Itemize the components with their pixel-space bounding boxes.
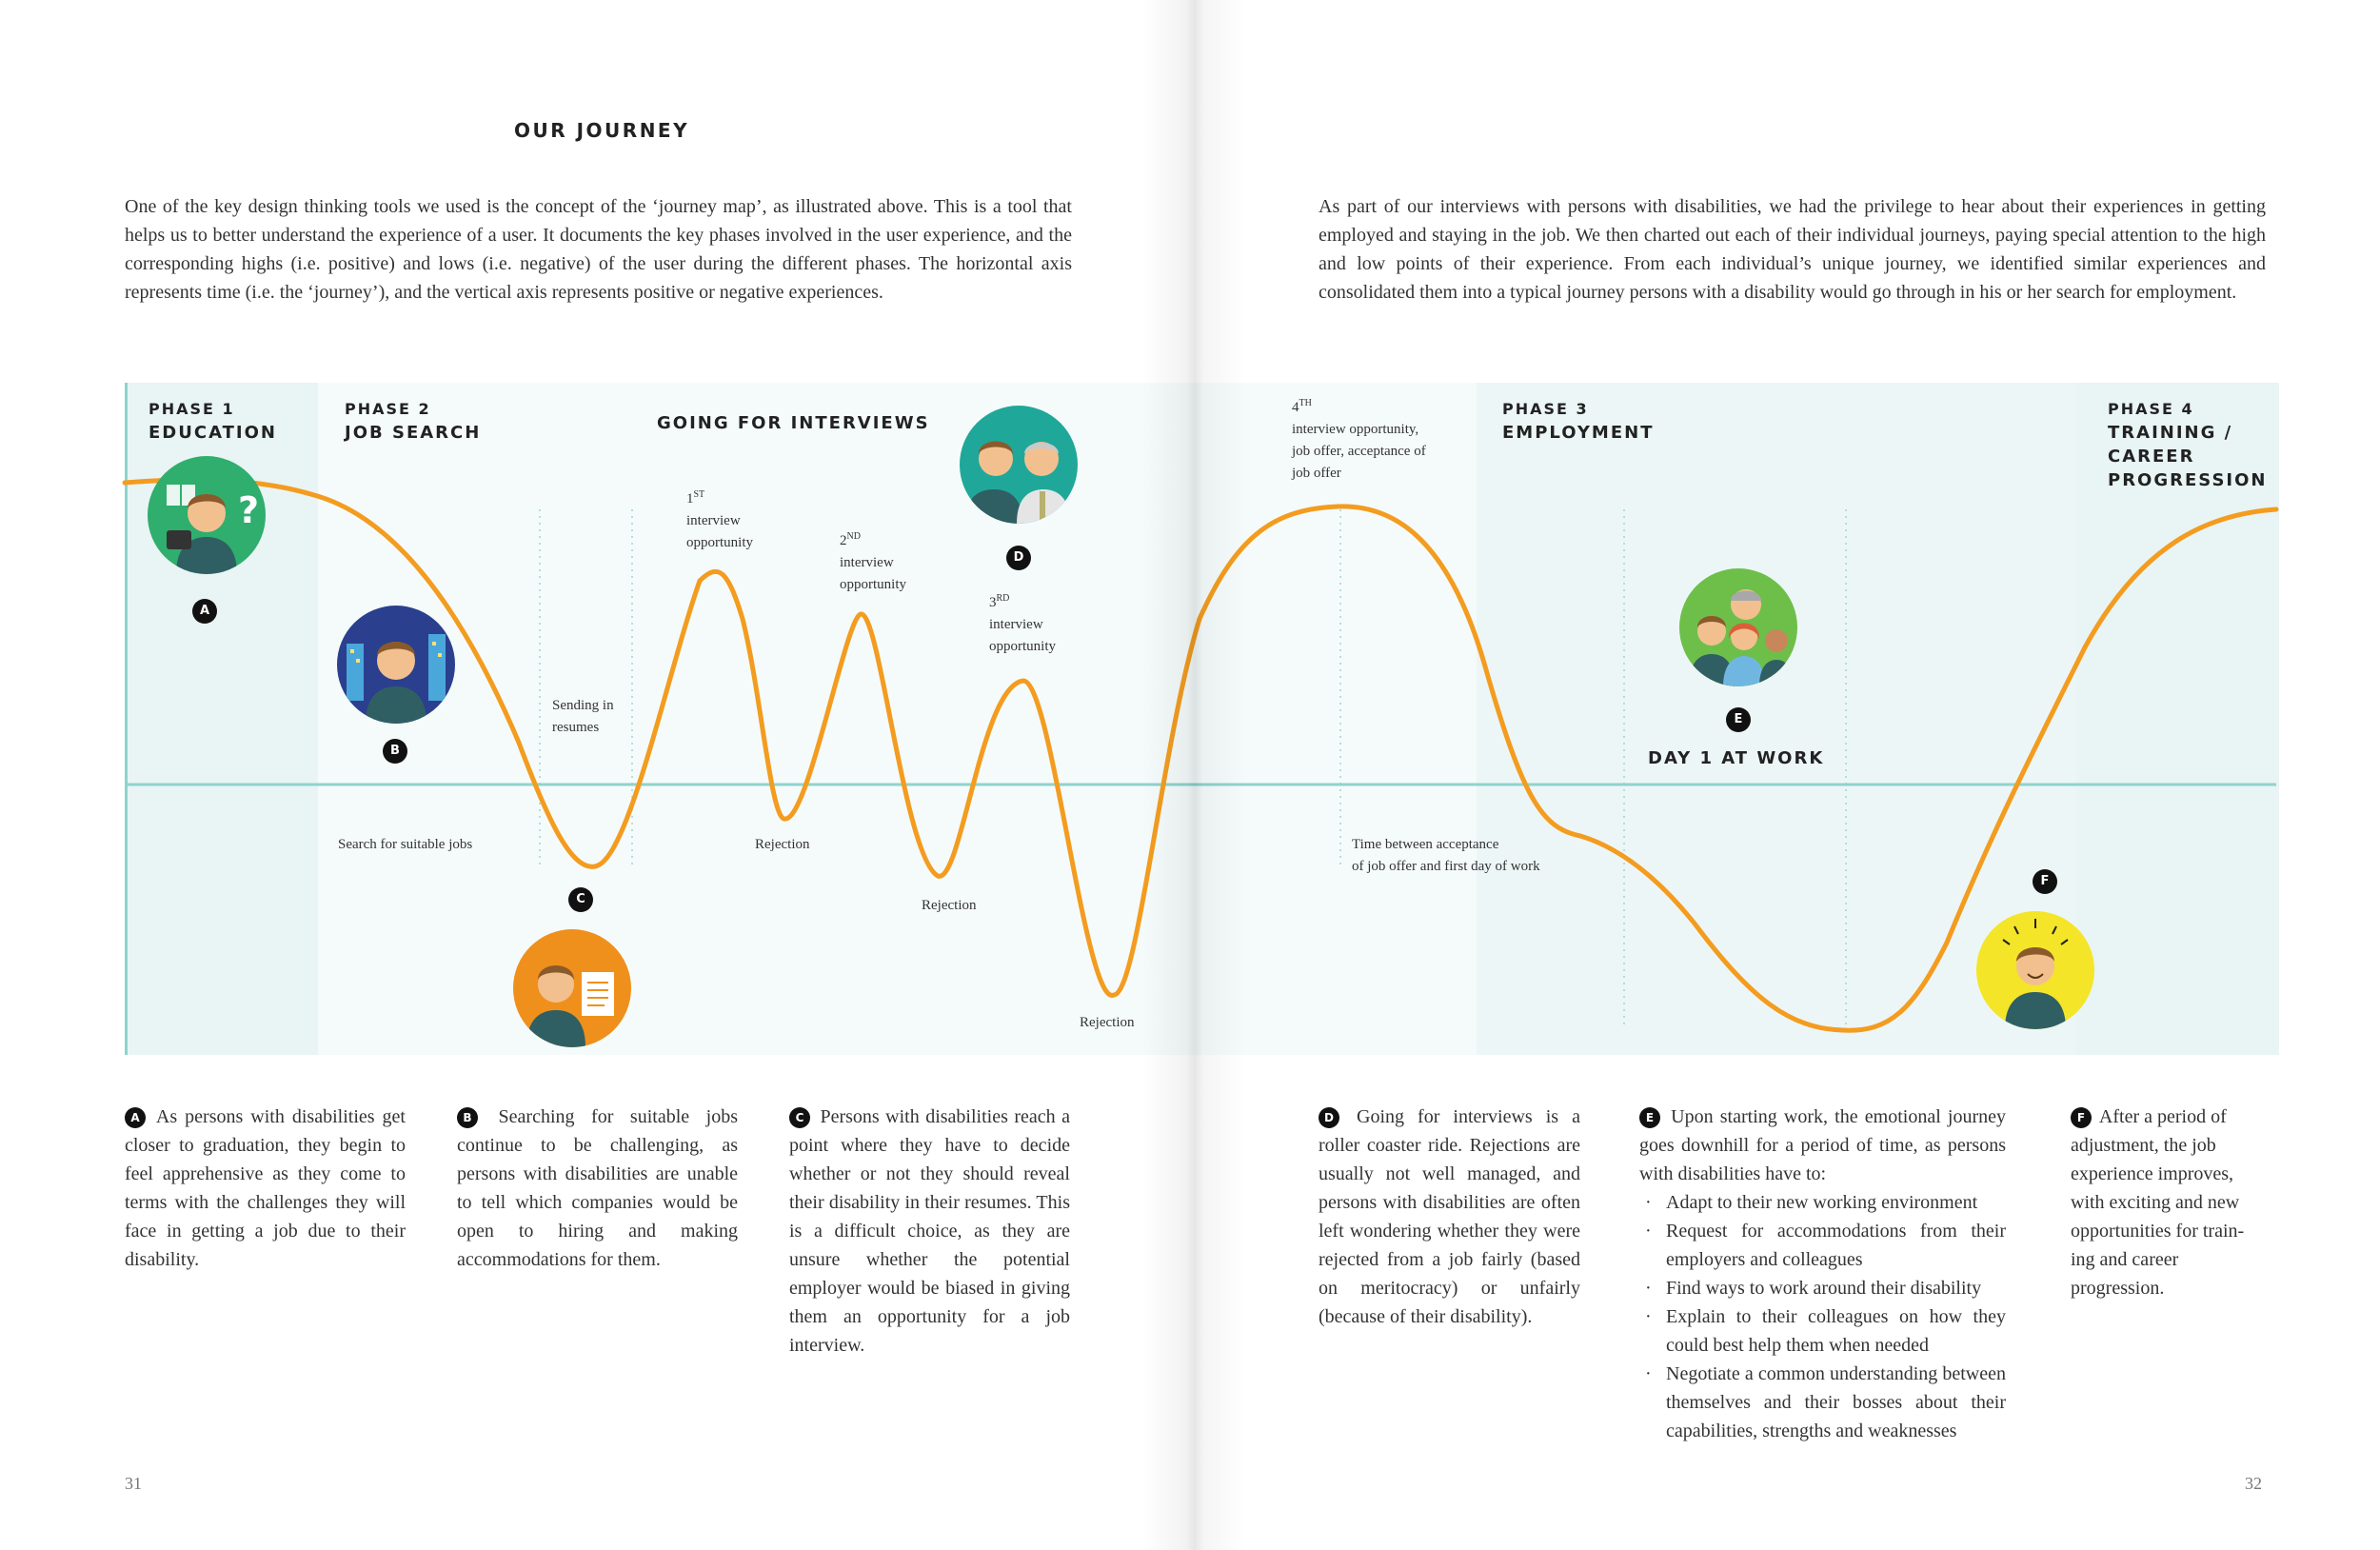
description-d [1319, 1103, 1580, 1331]
badge-d: D [1006, 546, 1031, 570]
description-e-intro: Upon starting work, the emotional journey goes downhill for a period of time, as persons with disabilities have to: [1639, 1106, 2007, 1184]
description-e-list [1639, 1188, 2006, 1445]
phase-4-number: PHASE 4 [2108, 400, 2194, 418]
description-d-text: Going for interviews is a roller coaster ride. Rejections are usually not well managed, and persons with disabilities are often left wondering whether they were rejected from a job fairly (based on meritocracy) or unfairly (because of their disability). [1319, 1106, 1580, 1327]
interviews-section-label: GOING FOR INTERVIEWS [657, 413, 930, 433]
description-e [1639, 1103, 2006, 1445]
svg-text:?: ? [238, 489, 260, 531]
phase-1-heading [149, 398, 277, 445]
phase-2-name: JOB SEARCH [345, 423, 482, 443]
intro-paragraph-left: One of the key design thinking tools we used is the concept of the ‘journey map’, as illustrated above. This is a tool that helps us to better understand the experience of a user. It documents the key phases involved in the user experience, and the corresponding highs (i.e. positive) and lows (i.e. negative) of the user during the different phases. The horizontal axis represents time (i.e. the ‘journey’), and the vertical axis represents positive or negative experiences. [125, 196, 1072, 303]
badge-b: B [383, 739, 407, 764]
phase-2-number: PHASE 2 [345, 400, 431, 418]
description-a-text: As persons with disabilities get closer to graduation, they begin to feel apprehensive as they come to terms with the challenges they will face in getting a job due to their disability. [125, 1106, 406, 1270]
job-search-avatar-icon [337, 606, 455, 724]
intro-paragraph-right: As part of our interviews with persons with disabilities, we had the privilege to hear about their experiences in getting employed and staying in the job. We then charted out each of their individual journeys, paying special attention to the high and low points of their experience. From each individual’s unique journey, we identified similar experiences and consolidated them into a typical journey persons with a disability would go through in his or her search for employment. [1319, 196, 2266, 303]
list-item: · Explain to their colleagues on how they could best help them when needed [1639, 1302, 2006, 1360]
description-c-text: Persons with disabilities reach a point where they have to decide whether or not they should reveal their disability in their resumes. This is a difficult choice, as they are unsure whether the potential employer would be biased in giving them an opportunity for a job interview. [789, 1106, 1070, 1356]
description-c [789, 1103, 1070, 1360]
badge-f: F [2033, 869, 2057, 894]
page-number-left: 31 [125, 1474, 142, 1493]
note-interview-3: 3RD interview opportunity [989, 593, 1056, 654]
badge-c-inline: C [789, 1107, 810, 1128]
book-gutter-shadow [1142, 0, 1247, 1550]
phase-4-heading [2108, 398, 2267, 492]
page-number-right: 32 [2245, 1474, 2262, 1493]
phase-4-name: TRAINING / CAREER PROGRESSION [2108, 423, 2268, 490]
list-item: · Request for accommodations from their employers and colleagues [1639, 1217, 2006, 1274]
phase-3-heading [1502, 398, 1654, 445]
phase-3-name: EMPLOYMENT [1502, 423, 1655, 443]
phase-3-number: PHASE 3 [1502, 400, 1589, 418]
note-rejection-2: Rejection [922, 898, 977, 913]
phase-1-name: EDUCATION [149, 423, 277, 443]
list-item: · Find ways to work around their disability [1639, 1274, 2006, 1302]
badge-b-inline: B [457, 1107, 478, 1128]
badge-d-inline: D [1319, 1107, 1339, 1128]
note-time-between: Time between acceptance of job offer and first day of work [1352, 837, 1540, 874]
note-interview-1: 1ST interview opportunity [686, 489, 753, 550]
page-title: OUR JOURNEY [514, 119, 690, 142]
badge-f-inline: F [2071, 1107, 2092, 1128]
note-rejection-3: Rejection [1080, 1015, 1135, 1030]
happy-avatar-icon [1976, 911, 2094, 1029]
interview-avatar-icon [960, 406, 1078, 524]
note-interview-2: 2ND interview opportunity [840, 531, 906, 592]
resume-avatar-icon [513, 929, 631, 1047]
note-interview-4: 4TH interview opportunity, job offer, acceptance of job offer [1292, 398, 1426, 481]
badge-e-inline: E [1639, 1107, 1660, 1128]
description-b-text: Searching for suitable jobs continue to be challenging, as persons with disabilities are unable to tell which companies would be open to hiring and making accommodations for them. [457, 1106, 739, 1270]
list-item: · Adapt to their new working environment [1639, 1188, 2006, 1217]
description-a [125, 1103, 406, 1274]
colleagues-avatar-icon [1679, 568, 1797, 686]
note-search-jobs: Search for suitable jobs [338, 837, 473, 852]
note-sending-resumes: Sending in resumes [552, 698, 614, 735]
phase-1-number: PHASE 1 [149, 400, 235, 418]
badge-a-inline: A [125, 1107, 146, 1128]
badge-e: E [1726, 707, 1751, 732]
description-f-text: After a period of adjustment, the job experience improves, with exciting and new opportunities for train- ing and career progression. [2071, 1106, 2245, 1299]
badge-c: C [568, 887, 593, 912]
phase-2-heading [345, 398, 481, 445]
description-f [2071, 1103, 2271, 1302]
badge-a: A [192, 599, 217, 624]
note-rejection-1: Rejection [755, 837, 810, 852]
list-item: · Negotiate a common understanding between themselves and their bosses about their capabilities, strengths and weaknesses [1639, 1360, 2006, 1445]
description-b [457, 1103, 738, 1274]
day1-section-label: DAY 1 AT WORK [1648, 748, 1825, 768]
student-avatar-icon [148, 456, 266, 574]
